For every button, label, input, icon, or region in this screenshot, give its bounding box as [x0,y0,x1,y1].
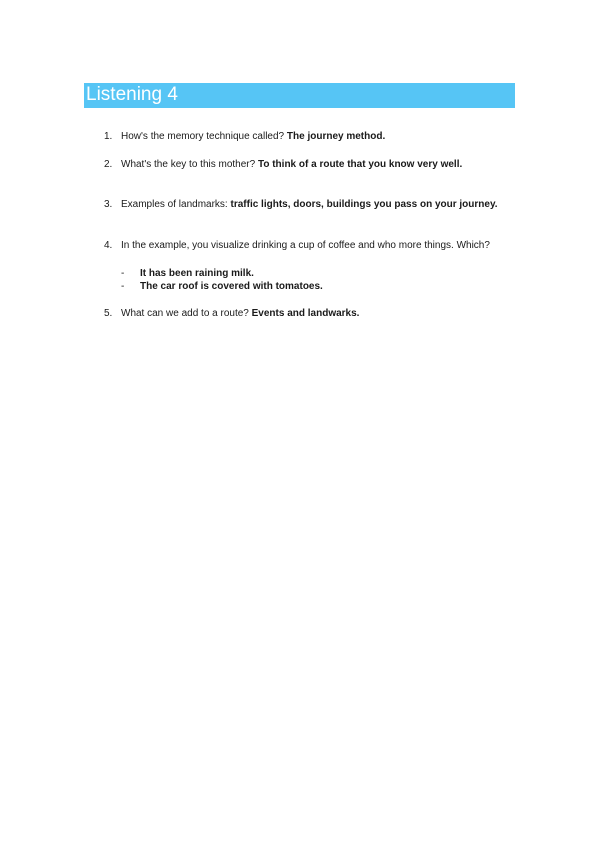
question-body [121,240,501,253]
list-item [0,267,599,280]
question-answer: traffic lights, doors, buildings you pass on your journey. [230,199,498,210]
list-dash: - [121,281,125,292]
question-text: What can we add to a route? [121,308,252,319]
question-number: 4. [104,240,113,251]
question-number: 1. [104,131,113,142]
list-item-text: It has been raining milk. [140,268,254,279]
question-text: In the example, you visualize drinking a cup of coffee and who more things. Which? [121,240,490,251]
question-answer: Events and landwarks. [251,308,360,319]
question-text: What's the key to this mother? [121,159,258,170]
question-number: 3. [104,199,113,210]
title-bar [84,83,515,108]
list-item-text: The car roof is covered with tomatoes. [140,281,323,292]
question-number: 5. [104,308,113,319]
question-body [121,131,506,144]
list-dash: - [121,268,125,279]
page-title: Listening 4 [86,84,178,105]
question-answer: The journey method. [286,131,386,142]
question-body [121,159,506,172]
list-item [0,280,599,293]
question-text: Examples of landmarks: [121,199,231,210]
question-number: 2. [104,159,113,170]
question-4-answers [0,267,599,293]
question-body [121,199,506,212]
question-text: How's the memory technique called? [121,131,287,142]
question-body [121,308,506,321]
question-answer: To think of a route that you know very well. [257,159,463,170]
